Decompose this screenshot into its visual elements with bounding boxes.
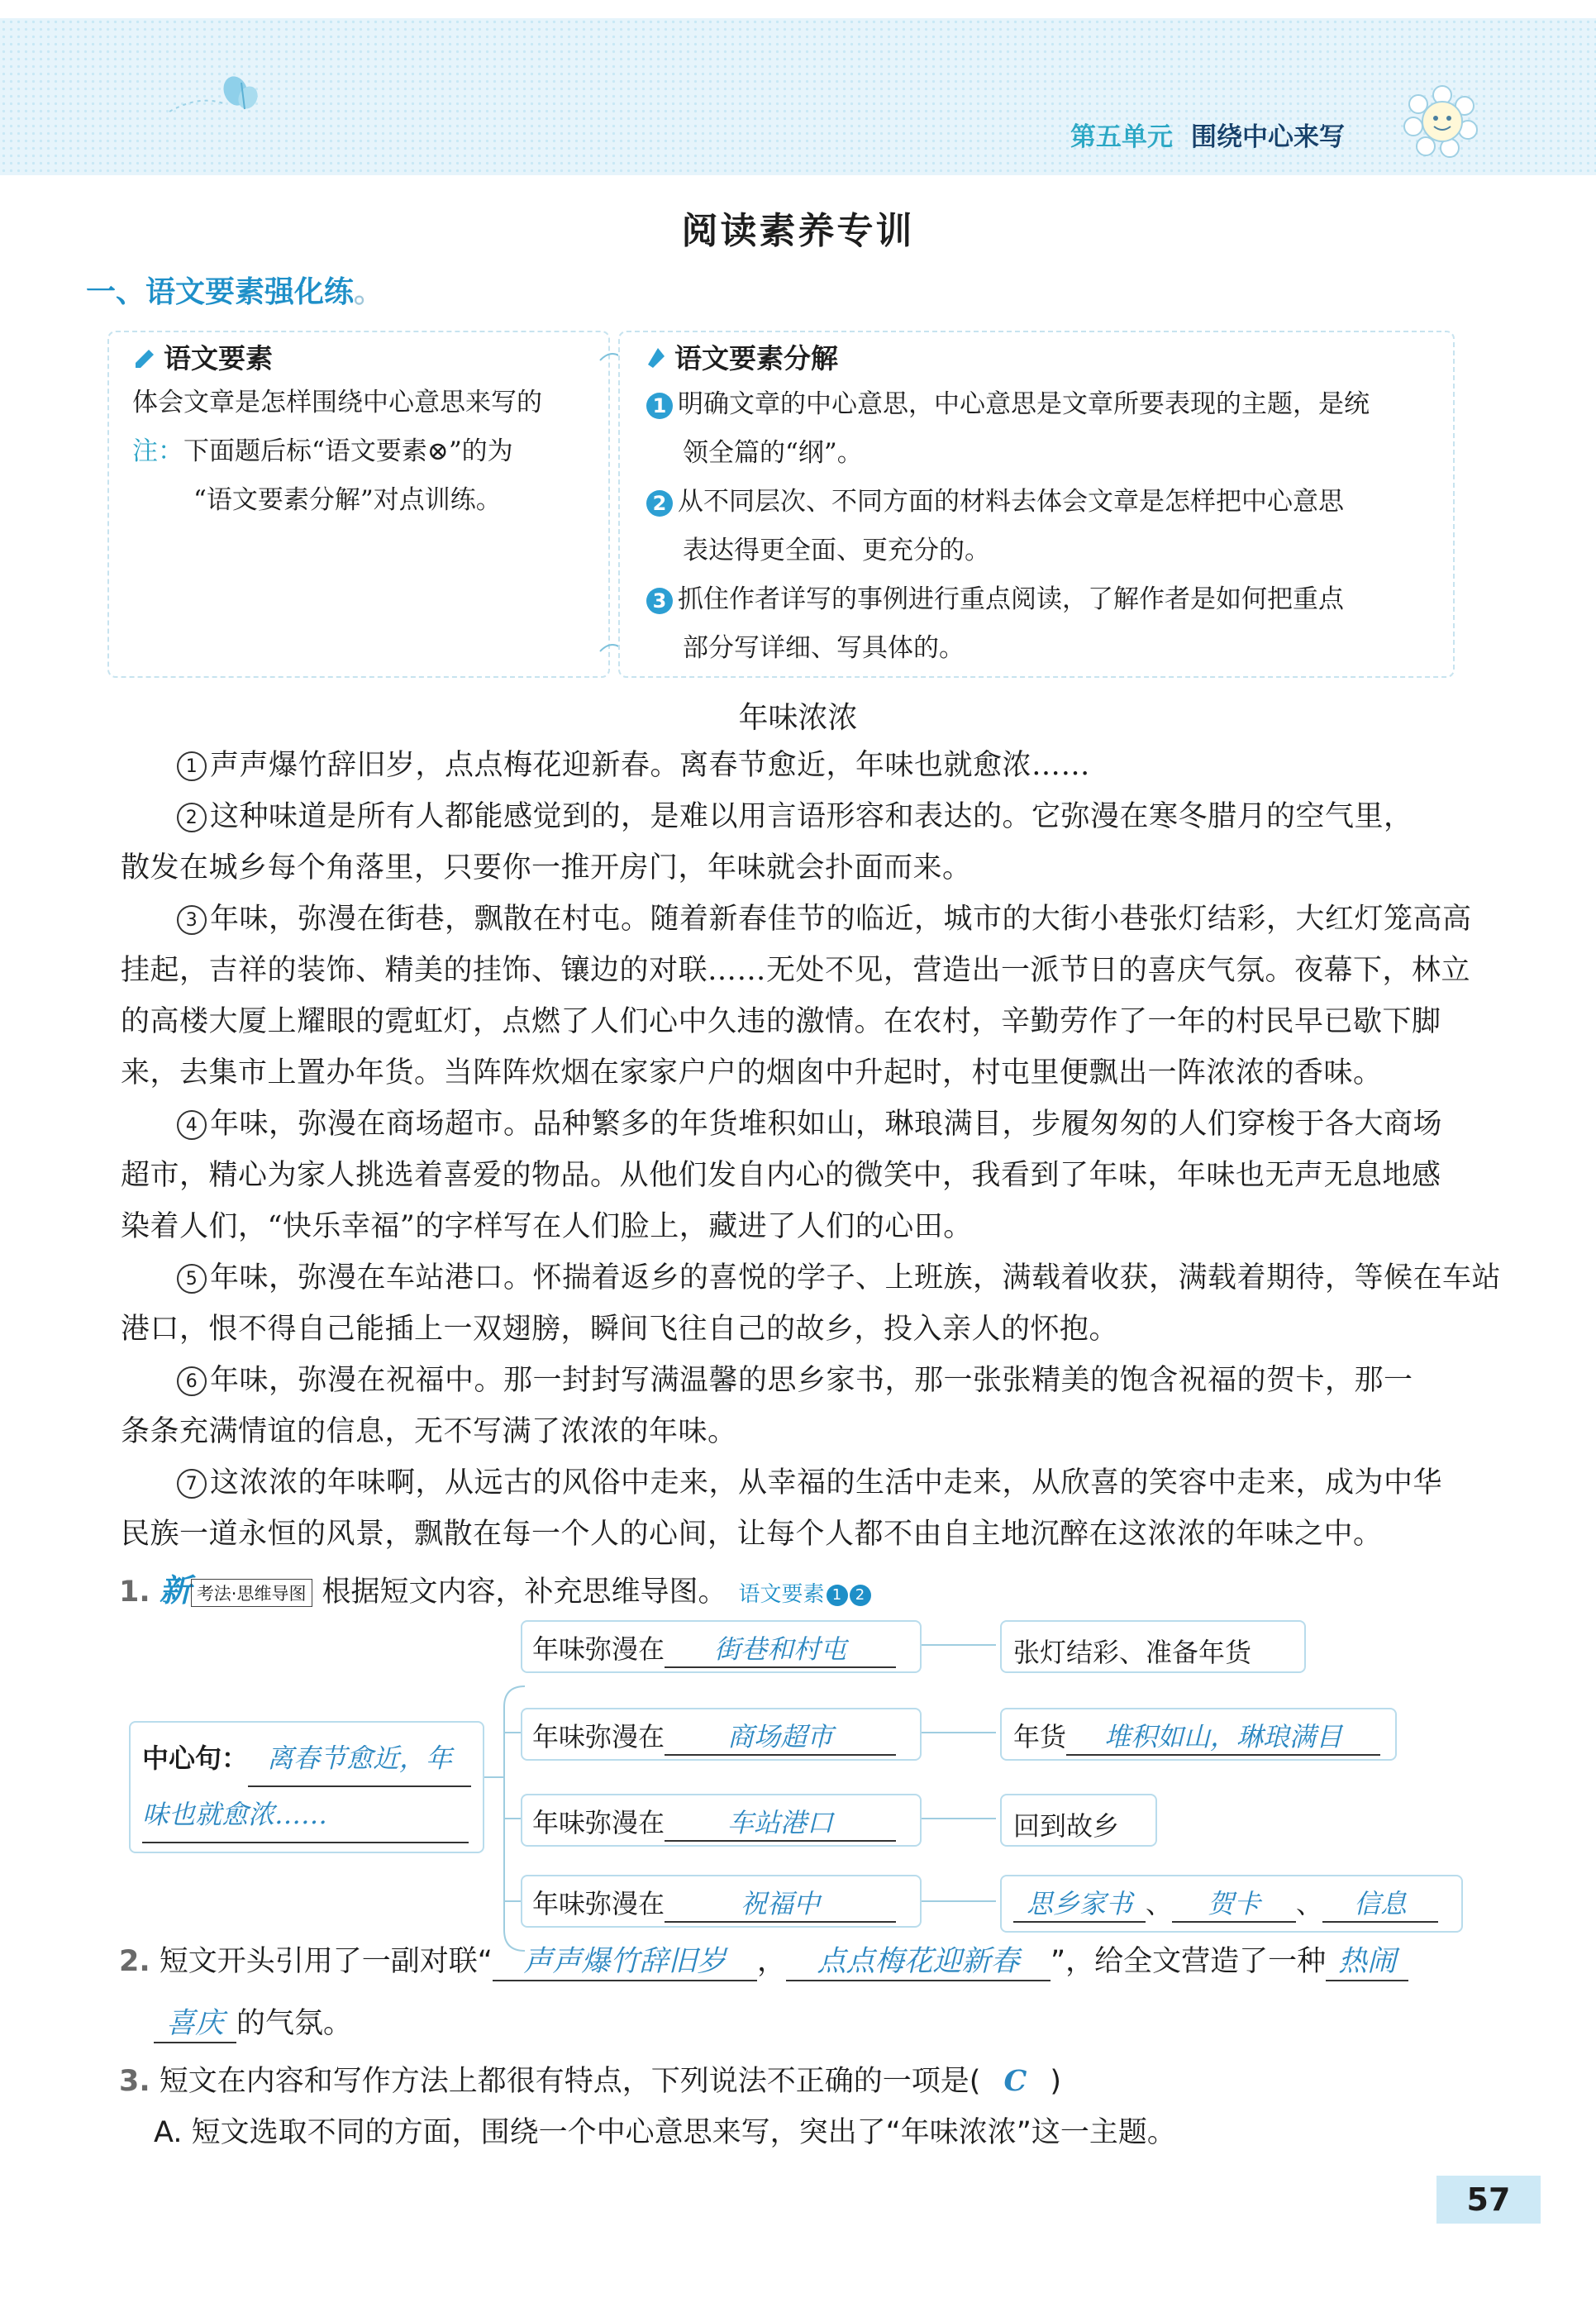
- branch-prefix: 年味弥漫在: [532, 1721, 665, 1752]
- paragraph-text: 的高楼大厦上耀眼的霓虹灯，点燃了人们心中久违的激情。在农村，辛勤劳作了一年的村民早已歇下脚: [121, 1005, 1441, 1038]
- paragraph-text: 散发在城乡每个角落里，只要你一推开房门，年味就会扑面而来。: [121, 851, 972, 884]
- section-label: 一、语文要素强化练: [86, 275, 355, 309]
- question-text: ”，给全文营造了一种: [1050, 1945, 1327, 1978]
- detail-answer: 思乡家书: [1013, 1883, 1146, 1923]
- paragraph-number: 7: [177, 1469, 207, 1499]
- detail-text: 张灯结彩、准备年货: [1013, 1637, 1252, 1668]
- detail-3: [1000, 1794, 1157, 1847]
- item-number: 2: [646, 490, 673, 517]
- paragraph-text: 年味，弥漫在街巷，飘散在村屯。随着新春佳节的临近，城市的大街小巷张灯结彩，大红灯笼高高: [210, 903, 1472, 936]
- breakdown-card-title-text: 语文要素分解: [674, 342, 838, 374]
- detail-answer: 信息: [1322, 1883, 1438, 1923]
- detail-4: [1000, 1875, 1463, 1933]
- element-num: 1: [827, 1585, 848, 1606]
- branch-answer: 车站港口: [665, 1802, 896, 1842]
- item-line: 明确文章的中心意思，中心意思是文章所要表现的主题，是统: [678, 389, 1370, 419]
- note-line1: 下面题后标“语文要素⊗”的为: [183, 436, 513, 466]
- element-card-line1: 体会文章是怎样围绕中心意思来写的: [132, 388, 542, 417]
- question-3: [119, 2058, 1061, 2100]
- question-text: ): [1050, 2065, 1061, 2098]
- center-answer: 味也就愈浓……: [142, 1787, 469, 1843]
- paragraph-number: 6: [177, 1366, 207, 1396]
- branch-2: [521, 1708, 922, 1761]
- detail-1: [1000, 1620, 1306, 1673]
- question-text: ，: [756, 1945, 786, 1978]
- answer-blank: 喜庆: [154, 2000, 236, 2043]
- detail-prefix: 年货: [1013, 1721, 1067, 1752]
- detail-answer: 贺卡: [1172, 1883, 1296, 1923]
- paragraph-text: 挂起，吉祥的装饰、精美的挂饰、镶边的对联……无处不见，营造出一派节日的喜庆气氛。夜幕下，林立: [121, 954, 1471, 987]
- branch-prefix: 年味弥漫在: [532, 1807, 665, 1838]
- paragraph-text: 超市，精心为家人挑选着喜爱的物品。从他们发自内心的微笑中，我看到了年味，年味也无声无息地感: [121, 1159, 1441, 1192]
- answer-blank: 点点梅花迎新春: [786, 1938, 1051, 1981]
- question-text: 短文在内容和写作方法上都很有特点，下列说法不正确的一项是(: [159, 2065, 981, 2098]
- paragraph-number: 3: [177, 905, 207, 935]
- page-title: 阅读素养专训: [681, 210, 915, 252]
- paragraph-text: 条条充满情谊的信息，无不写满了浓浓的年味。: [121, 1415, 737, 1448]
- item-line: 部分写详细、写具体的。: [683, 633, 965, 663]
- answer-choice: C: [1003, 2064, 1027, 2098]
- paragraph-text: 年味，弥漫在商场超市。品种繁多的年货堆积如山，琳琅满目，步履匆匆的人们穿梭于各大商场: [210, 1108, 1443, 1141]
- detail-sep: 、: [1296, 1888, 1323, 1919]
- element-tag-label: 语文要素: [738, 1582, 825, 1607]
- branch-1: [521, 1620, 922, 1673]
- item-number: 1: [646, 393, 673, 419]
- element-card-title-text: 语文要素: [164, 342, 273, 374]
- branch-4: [521, 1875, 922, 1928]
- question-number: 2.: [119, 1945, 150, 1978]
- page-number: 57: [1436, 2176, 1541, 2224]
- story-title: 年味浓浓: [738, 701, 858, 735]
- center-answer: 离春节愈近，年: [248, 1731, 471, 1787]
- method-tag: 考法·思维导图: [191, 1579, 312, 1607]
- detail-sep: 、: [1146, 1888, 1173, 1919]
- detail-text: 回到故乡: [1013, 1810, 1120, 1842]
- paragraph-number: 1: [177, 751, 207, 781]
- question-text: 根据短文内容，补充思维导图。: [322, 1576, 727, 1609]
- item-line: 抓住作者详写的事例进行重点阅读，了解作者是如何把重点: [678, 584, 1344, 614]
- paragraph-text: 年味，弥漫在祝福中。那一封封写满温馨的思乡家书，那一张张精美的饱含祝福的贺卡，那一: [210, 1364, 1413, 1397]
- paragraph-text: 年味，弥漫在车站港口。怀揣着返乡的喜悦的学子、上班族，满载着收获，满载着期待，等候在车站: [210, 1261, 1502, 1294]
- note-label: 注：: [132, 436, 183, 466]
- question-2-cont: [154, 2000, 352, 2043]
- question-text: 的气氛。: [236, 2007, 353, 2040]
- branch-prefix: 年味弥漫在: [532, 1633, 665, 1665]
- element-num: 2: [850, 1585, 871, 1606]
- unit-topic: 围绕中心来写: [1191, 122, 1345, 152]
- branch-answer: 商场超市: [665, 1716, 896, 1756]
- branch-3: [521, 1794, 922, 1847]
- detail-answer: 堆积如山，琳琅满目: [1066, 1716, 1380, 1756]
- paragraph-text: 港口，恨不得自己能插上一双翅膀，瞬间飞往自己的故乡，投入亲人的怀抱。: [121, 1313, 1119, 1346]
- paragraph-number: 5: [177, 1264, 207, 1294]
- option-a: A. 短文选取不同的方面，围绕一个中心意思来写，突出了“年味浓浓”这一主题。: [154, 2116, 1176, 2149]
- paragraph-text: 这浓浓的年味啊，从远古的风俗中走来，从幸福的生活中走来，从欣喜的笑容中走来，成为中华: [210, 1466, 1443, 1499]
- branch-answer: 街巷和村屯: [665, 1628, 896, 1668]
- center-label: 中心句：: [142, 1743, 249, 1774]
- item-line: 表达得更全面、更充分的。: [683, 536, 990, 565]
- paragraph-number: 4: [177, 1110, 207, 1140]
- paragraph-text: 这种味道是所有人都能感觉到的，是难以用言语形容和表达的。它弥漫在寒冬腊月的空气里，: [210, 800, 1413, 833]
- detail-2: [1000, 1708, 1397, 1761]
- new-tag: 新: [159, 1572, 191, 1609]
- section-dot: 。: [354, 275, 384, 309]
- paragraph-number: 2: [177, 803, 207, 832]
- item-line: 从不同层次、不同方面的材料去体会文章是怎样把中心意思: [678, 487, 1344, 517]
- item-line: 领全篇的“纲”。: [683, 438, 863, 468]
- item-number: 3: [646, 588, 673, 614]
- paragraph-text: 染着人们，“快乐幸福”的字样写在人们脸上，藏进了人们的心田。: [121, 1210, 973, 1243]
- paragraph-text: 民族一道永恒的风景，飘散在每一个人的心间，让每个人都不由自主地沉醉在这浓浓的年味之中。: [121, 1518, 1383, 1551]
- question-2: [119, 1938, 1408, 1981]
- note-line2: “语文要素分解”对点训练。: [193, 485, 502, 515]
- question-number: 1.: [119, 1576, 150, 1609]
- unit-label: 第五单元: [1070, 122, 1173, 152]
- branch-answer: 祝福中: [665, 1883, 896, 1923]
- answer-blank: 热闹: [1326, 1938, 1408, 1981]
- mindmap-center: [129, 1721, 484, 1853]
- question-text: 短文开头引用了一副对联“: [159, 1945, 493, 1978]
- question-number: 3.: [119, 2065, 150, 2098]
- paragraph-text: 来，去集市上置办年货。当阵阵炊烟在家家户户的烟囱中升起时，村屯里便飘出一阵浓浓的香味。: [121, 1056, 1383, 1089]
- paragraph-text: 声声爆竹辞旧岁，点点梅花迎新春。离春节愈近，年味也就愈浓……: [210, 749, 1091, 782]
- branch-prefix: 年味弥漫在: [532, 1888, 665, 1919]
- answer-blank: 声声爆竹辞旧岁: [493, 1938, 757, 1981]
